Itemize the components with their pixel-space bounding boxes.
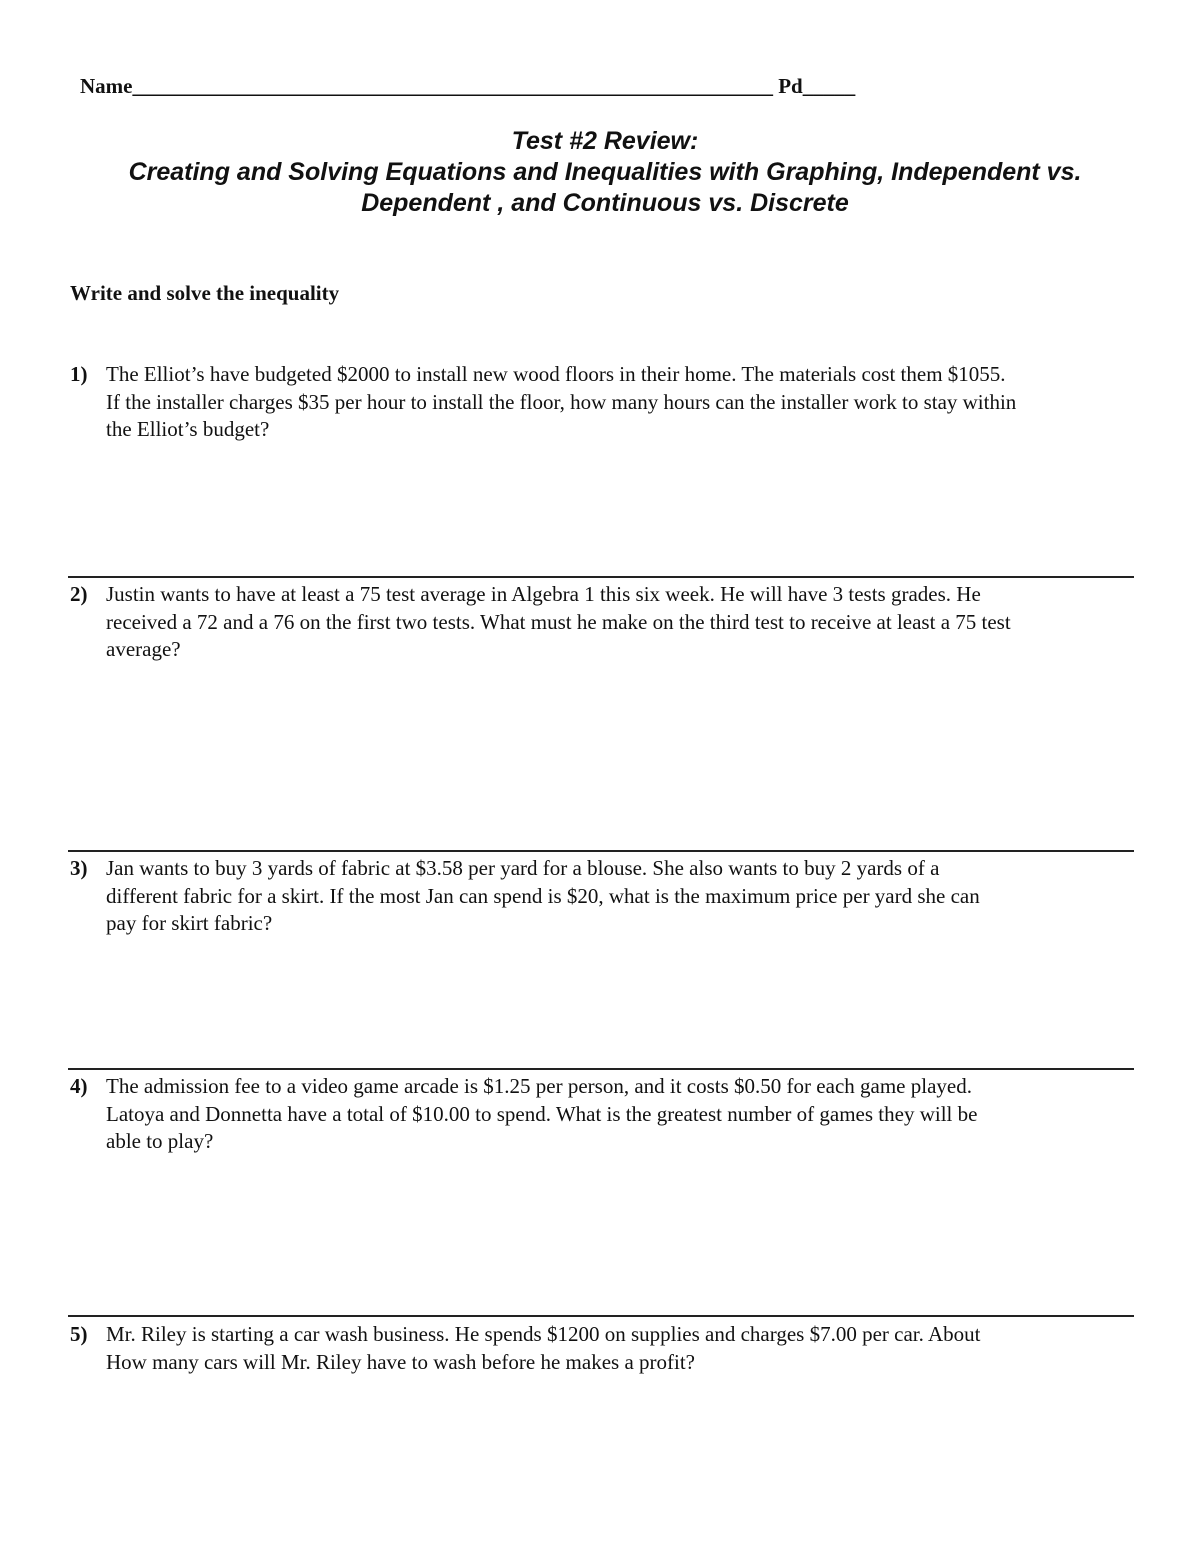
question-text bbox=[106, 361, 1140, 444]
question-line: How many cars will Mr. Riley have to wash before he makes a profit? bbox=[106, 1349, 695, 1374]
name-period-line: Name_____________________________________________________________ Pd_____ bbox=[80, 74, 856, 98]
question-line: Latoya and Donnetta have a total of $10.00 to spend. What is the greatest number of games they will be bbox=[106, 1101, 978, 1126]
question-line: If the installer charges $35 per hour to install the floor, how many hours can the installer work to stay within bbox=[106, 389, 1017, 414]
question-number: 1) bbox=[70, 362, 88, 386]
title-line-3: Dependent , and Continuous vs. Discrete bbox=[361, 189, 849, 217]
title-line-1: Test #2 Review: bbox=[511, 127, 699, 155]
question-line: Mr. Riley is starting a car wash business. He spends $1200 on supplies and charges $7.00 per car. About bbox=[106, 1322, 981, 1346]
question-line: received a 72 and a 76 on the first two tests. What must he make on the third test to receive at least a 75 test bbox=[106, 609, 1011, 634]
question-line: The admission fee to a video game arcade is $1.25 per person, and it costs $0.50 for each game played. bbox=[106, 1074, 972, 1098]
section-divider bbox=[68, 576, 1134, 578]
worksheet-title bbox=[40, 126, 1170, 219]
section-divider bbox=[68, 850, 1134, 852]
question-number: 4) bbox=[70, 1074, 88, 1098]
question-text bbox=[106, 581, 1140, 664]
title-line-2: Creating and Solving Equations and Inequalities with Graphing, Independent vs. bbox=[128, 158, 1082, 186]
question-2 bbox=[70, 581, 1140, 664]
question-line: Justin wants to have at least a 75 test average in Algebra 1 this six week. He will have 3 tests grades. He bbox=[106, 582, 981, 606]
question-line: The Elliot’s have budgeted $2000 to install new wood floors in their home. The materials cost them $1055. bbox=[106, 362, 1006, 386]
question-line: the Elliot’s budget? bbox=[106, 417, 270, 441]
question-3 bbox=[70, 855, 1140, 938]
question-line: pay for skirt fabric? bbox=[106, 911, 273, 935]
question-1 bbox=[70, 361, 1140, 444]
question-line: able to play? bbox=[106, 1129, 214, 1153]
section-divider bbox=[68, 1068, 1134, 1070]
question-text bbox=[106, 855, 1140, 938]
question-number: 3) bbox=[70, 856, 88, 880]
question-line: Jan wants to buy 3 yards of fabric at $3.58 per yard for a blouse. She also wants to buy 2 yards of a bbox=[106, 856, 940, 880]
question-number: 5) bbox=[70, 1322, 88, 1346]
question-line: average? bbox=[106, 637, 181, 661]
question-4 bbox=[70, 1073, 1140, 1156]
question-text bbox=[106, 1073, 1140, 1156]
question-number: 2) bbox=[70, 582, 88, 606]
section-divider bbox=[68, 1315, 1134, 1317]
question-text bbox=[106, 1321, 1140, 1376]
section-heading: Write and solve the inequality bbox=[70, 281, 340, 305]
question-line: different fabric for a skirt. If the most Jan can spend is $20, what is the maximum price per yard she can bbox=[106, 883, 980, 908]
question-5 bbox=[70, 1321, 1140, 1376]
